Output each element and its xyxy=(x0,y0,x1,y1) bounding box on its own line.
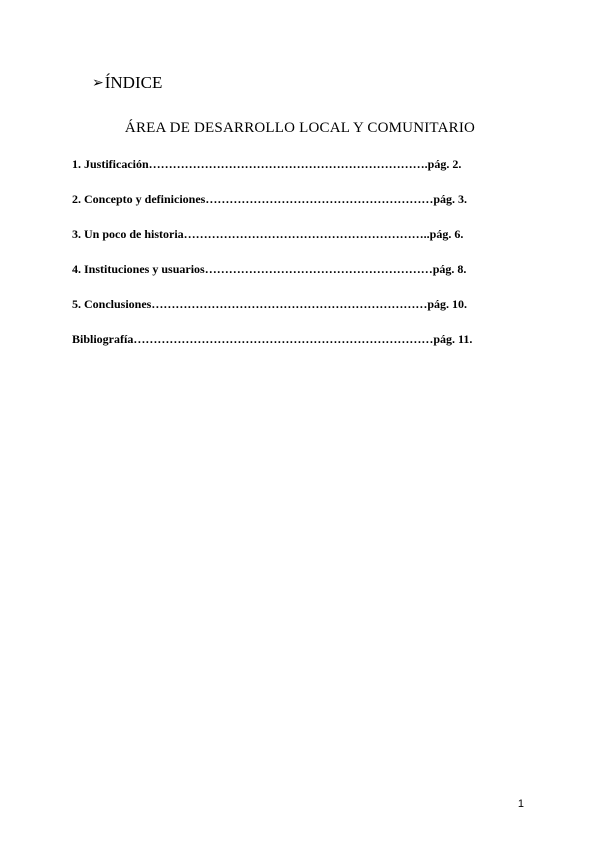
toc-entry-conclusiones: 5. Conclusiones……………………………………………………………pág. 10. xyxy=(72,297,468,311)
index-heading-text: ÍNDICE xyxy=(104,73,163,92)
index-heading xyxy=(92,72,162,95)
document-subtitle: ÁREA DE DESARROLLO LOCAL Y COMUNITARIO xyxy=(124,120,476,136)
toc-entry-concepto: 2. Concepto y definiciones…………………………………………………pág. 3. xyxy=(72,192,468,206)
toc-entry-justificacion: 1. Justificación…………………………………………………………….pág. 2. xyxy=(72,157,462,171)
toc-entry-instituciones: 4. Instituciones y usuarios…………………………………………………pág. 8. xyxy=(72,262,467,276)
toc-entry-historia: 3. Un poco de historia……………………………………………………..pág. 6. xyxy=(72,227,464,241)
page-number: 1 xyxy=(517,798,524,810)
toc-entry-bibliografia: Bibliografía…………………………………………………………………pág. 11. xyxy=(72,332,473,346)
table-of-contents xyxy=(72,156,472,366)
arrow-bullet-icon: ➢ xyxy=(92,75,104,91)
